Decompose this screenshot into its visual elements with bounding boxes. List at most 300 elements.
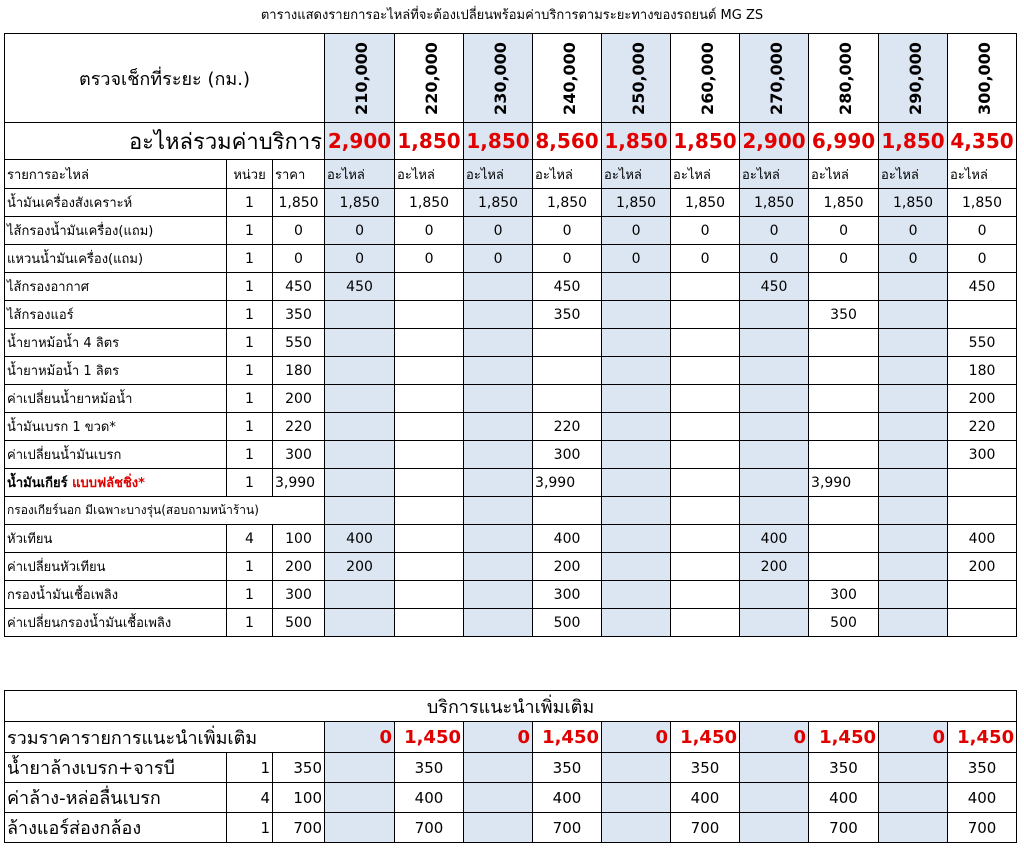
item-value <box>602 753 671 783</box>
parts-total-value: 1,850 <box>395 123 464 160</box>
item-value <box>879 441 948 469</box>
empty-cell <box>948 497 1017 525</box>
empty-cell <box>671 497 740 525</box>
item-value <box>879 609 948 637</box>
km-label: 270,000 <box>766 41 786 115</box>
item-value <box>395 553 464 581</box>
item-value <box>464 813 533 843</box>
item-value: 0 <box>602 217 671 245</box>
table-row <box>5 217 1017 245</box>
item-value <box>948 581 1017 609</box>
item-value <box>464 273 533 301</box>
item-value <box>879 469 948 497</box>
item-value <box>464 357 533 385</box>
item-value: 0 <box>464 217 533 245</box>
parts-column-header: อะไหล่ <box>464 160 533 189</box>
item-value: 1,850 <box>395 189 464 217</box>
item-value: 500 <box>809 609 879 637</box>
flushing-label: แบบฟลัชชิ่ง* <box>72 476 145 491</box>
item-value: 1,850 <box>671 189 740 217</box>
item-value: 0 <box>533 217 602 245</box>
item-value: 0 <box>671 217 740 245</box>
parts-column-header: อะไหล่ <box>533 160 602 189</box>
item-value <box>809 329 879 357</box>
item-unit: 1 <box>227 753 273 783</box>
km-label: 220,000 <box>421 41 441 115</box>
item-value: 1,850 <box>325 189 395 217</box>
km-header-cell <box>948 34 1017 123</box>
item-name: ล้างแอร์ส่องกล้อง <box>5 813 227 843</box>
item-value <box>879 525 948 553</box>
item-value <box>809 357 879 385</box>
table-row <box>5 753 1017 783</box>
item-value <box>325 581 395 609</box>
item-price: 300 <box>273 441 325 469</box>
item-unit: 1 <box>227 413 273 441</box>
item-name: ไส้กรองแอร์ <box>5 301 227 329</box>
item-value <box>464 525 533 553</box>
item-value <box>671 441 740 469</box>
item-value <box>395 301 464 329</box>
gear-oil-label: น้ำมันเกียร์ <box>7 476 73 491</box>
item-value: 400 <box>395 783 464 813</box>
item-value <box>671 609 740 637</box>
item-value: 700 <box>809 813 879 843</box>
item-unit: 1 <box>227 813 273 843</box>
item-value <box>879 753 948 783</box>
item-value <box>671 385 740 413</box>
item-value <box>395 357 464 385</box>
km-header-cell <box>671 34 740 123</box>
item-unit: 1 <box>227 329 273 357</box>
table-row <box>5 301 1017 329</box>
item-value: 400 <box>809 783 879 813</box>
extra-total-value: 1,450 <box>948 722 1017 753</box>
table-row <box>5 189 1017 217</box>
item-value <box>948 469 1017 497</box>
item-value: 400 <box>948 525 1017 553</box>
table-row <box>5 553 1017 581</box>
item-header: รายการอะไหล่ <box>5 160 227 189</box>
item-value <box>602 441 671 469</box>
item-price: 200 <box>273 553 325 581</box>
item-value: 200 <box>948 385 1017 413</box>
item-value <box>464 301 533 329</box>
item-value: 0 <box>740 245 809 273</box>
item-value: 0 <box>464 245 533 273</box>
item-value <box>740 783 809 813</box>
item-value <box>740 385 809 413</box>
km-label: 210,000 <box>351 41 371 115</box>
item-value <box>671 413 740 441</box>
item-value <box>602 525 671 553</box>
maintenance-table <box>4 33 1017 637</box>
km-header-cell <box>879 34 948 123</box>
km-header-cell <box>464 34 533 123</box>
item-value: 180 <box>948 357 1017 385</box>
item-value <box>809 273 879 301</box>
item-value <box>740 581 809 609</box>
empty-cell <box>395 497 464 525</box>
item-value <box>671 329 740 357</box>
item-value <box>395 469 464 497</box>
extra-services-title: บริการแนะนำเพิ่มเติม <box>5 691 1017 722</box>
item-name: น้ำมันเครื่องสังเคราะห์ <box>5 189 227 217</box>
item-value <box>464 329 533 357</box>
table-row <box>5 357 1017 385</box>
km-header-cell <box>602 34 671 123</box>
table-row <box>5 783 1017 813</box>
item-value: 0 <box>395 217 464 245</box>
item-value <box>533 385 602 413</box>
table-row <box>5 609 1017 637</box>
item-value <box>325 469 395 497</box>
item-value: 400 <box>533 525 602 553</box>
item-value <box>602 413 671 441</box>
item-value <box>464 753 533 783</box>
item-value <box>740 413 809 441</box>
item-value: 400 <box>671 783 740 813</box>
item-unit: 1 <box>227 189 273 217</box>
item-name: น้ำยาหม้อน้ำ 4 ลิตร <box>5 329 227 357</box>
item-value: 450 <box>948 273 1017 301</box>
km-label: 290,000 <box>905 41 925 115</box>
item-value <box>602 469 671 497</box>
item-value: 350 <box>533 301 602 329</box>
item-price: 200 <box>273 385 325 413</box>
extra-total-value: 0 <box>879 722 948 753</box>
km-header-cell <box>809 34 879 123</box>
item-price: 0 <box>273 217 325 245</box>
extra-total-row <box>5 722 1017 753</box>
item-value <box>395 273 464 301</box>
table-row <box>5 273 1017 301</box>
parts-column-header: อะไหล่ <box>671 160 740 189</box>
table-row <box>5 581 1017 609</box>
item-value: 0 <box>809 245 879 273</box>
item-value: 0 <box>740 217 809 245</box>
empty-cell <box>809 497 879 525</box>
extra-total-value: 0 <box>740 722 809 753</box>
item-value <box>325 301 395 329</box>
item-unit: 1 <box>227 385 273 413</box>
item-value <box>879 413 948 441</box>
km-header-cell <box>740 34 809 123</box>
item-value <box>740 329 809 357</box>
item-value <box>671 553 740 581</box>
item-name: ไส้กรองน้ำมันเครื่อง(แถม) <box>5 217 227 245</box>
extra-total-value: 0 <box>602 722 671 753</box>
extra-total-label: รวมราคารายการแนะนำเพิ่มเติม <box>5 722 325 753</box>
item-name: ค่าเปลี่ยนกรองน้ำมันเชื้อเพลิง <box>5 609 227 637</box>
item-price: 100 <box>273 783 325 813</box>
item-value: 700 <box>948 813 1017 843</box>
item-value <box>533 329 602 357</box>
item-value <box>395 609 464 637</box>
item-value <box>671 301 740 329</box>
item-value: 350 <box>809 301 879 329</box>
item-unit: 1 <box>227 245 273 273</box>
km-label: 260,000 <box>697 41 717 115</box>
parts-total-value: 4,350 <box>948 123 1017 160</box>
table-row <box>5 813 1017 843</box>
km-header-cell <box>533 34 602 123</box>
item-value <box>464 609 533 637</box>
item-value <box>879 385 948 413</box>
item-value <box>602 385 671 413</box>
item-value: 350 <box>671 753 740 783</box>
unit-header: หน่วย <box>227 160 273 189</box>
item-unit: 1 <box>227 553 273 581</box>
item-value <box>809 553 879 581</box>
item-value: 300 <box>533 581 602 609</box>
item-value: 550 <box>948 329 1017 357</box>
item-value <box>395 525 464 553</box>
item-value: 450 <box>740 273 809 301</box>
item-name: น้ำยาหม้อน้ำ 1 ลิตร <box>5 357 227 385</box>
item-value: 0 <box>533 245 602 273</box>
parts-total-value: 1,850 <box>602 123 671 160</box>
item-price: 300 <box>273 581 325 609</box>
item-price: 3,990 <box>273 469 325 497</box>
km-label: 250,000 <box>628 41 648 115</box>
item-value <box>879 783 948 813</box>
item-value: 700 <box>395 813 464 843</box>
empty-cell <box>325 497 395 525</box>
item-value: 1,850 <box>602 189 671 217</box>
check-distance-label: ตรวจเช็กที่ระยะ (กม.) <box>5 34 325 123</box>
item-value: 0 <box>395 245 464 273</box>
item-value: 0 <box>948 245 1017 273</box>
item-value <box>671 357 740 385</box>
item-value <box>395 413 464 441</box>
item-value <box>325 783 395 813</box>
item-value: 700 <box>671 813 740 843</box>
item-value <box>325 609 395 637</box>
item-value <box>879 553 948 581</box>
item-value <box>395 385 464 413</box>
item-value <box>671 469 740 497</box>
item-value: 300 <box>948 441 1017 469</box>
extra-total-value: 1,450 <box>809 722 879 753</box>
item-value <box>602 273 671 301</box>
item-price: 700 <box>273 813 325 843</box>
extra-total-value: 0 <box>464 722 533 753</box>
item-name <box>5 469 227 497</box>
item-value <box>740 301 809 329</box>
item-value <box>325 813 395 843</box>
item-value: 1,850 <box>533 189 602 217</box>
item-value: 200 <box>740 553 809 581</box>
item-unit: 1 <box>227 273 273 301</box>
item-price: 1,850 <box>273 189 325 217</box>
item-value <box>464 581 533 609</box>
item-value: 450 <box>533 273 602 301</box>
item-value <box>879 301 948 329</box>
parts-column-header: อะไหล่ <box>809 160 879 189</box>
extra-services-table <box>4 690 1017 843</box>
item-value: 400 <box>948 783 1017 813</box>
gear-filter-note: กรองเกียร์นอก มีเฉพาะบางรุ่น(สอบถามหน้าร้าน) <box>5 497 325 525</box>
price-header: ราคา <box>273 160 325 189</box>
table-row <box>5 525 1017 553</box>
table-row <box>5 441 1017 469</box>
item-value <box>602 581 671 609</box>
item-value <box>879 357 948 385</box>
item-price: 0 <box>273 245 325 273</box>
item-price: 180 <box>273 357 325 385</box>
parts-total-value: 1,850 <box>879 123 948 160</box>
empty-cell <box>740 497 809 525</box>
item-value <box>602 329 671 357</box>
item-name: แหวนน้ำมันเครื่อง(แถม) <box>5 245 227 273</box>
column-header-row <box>5 160 1017 189</box>
item-name: ค่าเปลี่ยนหัวเทียน <box>5 553 227 581</box>
item-name: น้ำมันเบรก 1 ขวด* <box>5 413 227 441</box>
item-price: 220 <box>273 413 325 441</box>
item-value: 350 <box>948 753 1017 783</box>
item-value: 1,850 <box>464 189 533 217</box>
item-value <box>325 413 395 441</box>
parts-total-value: 6,990 <box>809 123 879 160</box>
item-unit: 4 <box>227 783 273 813</box>
item-price: 450 <box>273 273 325 301</box>
item-value: 350 <box>533 753 602 783</box>
item-value <box>602 301 671 329</box>
km-header-cell <box>325 34 395 123</box>
item-value <box>740 753 809 783</box>
item-value: 450 <box>325 273 395 301</box>
item-value <box>464 469 533 497</box>
item-value <box>464 783 533 813</box>
item-value <box>740 609 809 637</box>
item-value <box>879 329 948 357</box>
item-value: 0 <box>948 217 1017 245</box>
item-name: กรองน้ำมันเชื้อเพลิง <box>5 581 227 609</box>
item-unit: 1 <box>227 581 273 609</box>
item-value <box>325 329 395 357</box>
item-value <box>325 441 395 469</box>
parts-column-header: อะไหล่ <box>948 160 1017 189</box>
item-value: 400 <box>325 525 395 553</box>
parts-total-label: อะไหล่รวมค่าบริการ <box>5 123 325 160</box>
item-value <box>740 357 809 385</box>
extra-total-value: 1,450 <box>671 722 740 753</box>
item-value <box>533 357 602 385</box>
item-value <box>671 525 740 553</box>
item-price: 350 <box>273 753 325 783</box>
table-row <box>5 245 1017 273</box>
item-price: 350 <box>273 301 325 329</box>
item-unit: 1 <box>227 357 273 385</box>
item-value: 300 <box>809 581 879 609</box>
item-value <box>740 813 809 843</box>
item-value <box>602 357 671 385</box>
parts-total-value: 2,900 <box>740 123 809 160</box>
km-header-row <box>5 34 1017 123</box>
item-value <box>948 301 1017 329</box>
item-value: 300 <box>533 441 602 469</box>
item-value: 0 <box>602 245 671 273</box>
table-row <box>5 385 1017 413</box>
item-value <box>395 441 464 469</box>
item-value: 0 <box>325 217 395 245</box>
parts-total-row <box>5 123 1017 160</box>
extra-title-row <box>5 691 1017 722</box>
note-row <box>5 497 1017 525</box>
item-value: 700 <box>533 813 602 843</box>
item-name: ไส้กรองอากาศ <box>5 273 227 301</box>
item-value <box>740 441 809 469</box>
item-value: 350 <box>809 753 879 783</box>
item-unit: 1 <box>227 217 273 245</box>
item-value <box>879 273 948 301</box>
item-value: 0 <box>325 245 395 273</box>
parts-column-header: อะไหล่ <box>740 160 809 189</box>
extra-total-value: 0 <box>325 722 395 753</box>
item-value: 400 <box>533 783 602 813</box>
item-value <box>602 783 671 813</box>
item-value <box>325 385 395 413</box>
item-value <box>464 553 533 581</box>
extra-total-value: 1,450 <box>533 722 602 753</box>
empty-cell <box>879 497 948 525</box>
km-header-cell <box>395 34 464 123</box>
item-value: 1,850 <box>879 189 948 217</box>
item-value <box>602 813 671 843</box>
parts-total-value: 1,850 <box>671 123 740 160</box>
km-label: 300,000 <box>974 41 994 115</box>
item-unit: 1 <box>227 609 273 637</box>
item-value: 200 <box>533 553 602 581</box>
item-unit: 4 <box>227 525 273 553</box>
item-value <box>325 753 395 783</box>
table-row <box>5 413 1017 441</box>
item-value <box>325 357 395 385</box>
item-value <box>602 553 671 581</box>
empty-cell <box>464 497 533 525</box>
item-value: 0 <box>879 245 948 273</box>
item-value: 0 <box>671 245 740 273</box>
item-value: 0 <box>809 217 879 245</box>
item-unit: 1 <box>227 441 273 469</box>
item-value <box>671 581 740 609</box>
item-value <box>395 329 464 357</box>
item-value <box>879 813 948 843</box>
parts-column-header: อะไหล่ <box>325 160 395 189</box>
item-name: ค่าล้าง-หล่อลื่นเบรก <box>5 783 227 813</box>
item-value: 200 <box>325 553 395 581</box>
item-value <box>740 469 809 497</box>
empty-cell <box>602 497 671 525</box>
table-row <box>5 469 1017 497</box>
item-value: 3,990 <box>533 469 602 497</box>
item-value: 0 <box>879 217 948 245</box>
item-value <box>809 441 879 469</box>
item-name: น้ำยาล้างเบรก+จารบี <box>5 753 227 783</box>
km-label: 280,000 <box>835 41 855 115</box>
parts-column-header: อะไหล่ <box>602 160 671 189</box>
item-unit: 1 <box>227 301 273 329</box>
km-label: 230,000 <box>490 41 510 115</box>
item-value <box>464 413 533 441</box>
item-value <box>948 609 1017 637</box>
item-value <box>809 385 879 413</box>
item-value <box>879 581 948 609</box>
parts-total-value: 1,850 <box>464 123 533 160</box>
item-value: 200 <box>948 553 1017 581</box>
item-value: 1,850 <box>809 189 879 217</box>
